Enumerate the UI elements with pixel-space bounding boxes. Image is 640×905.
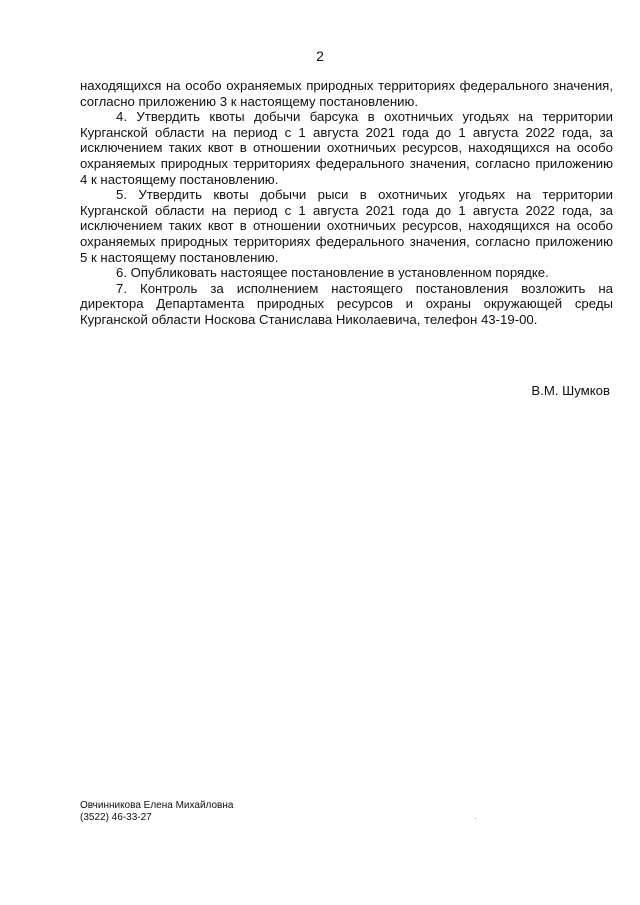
scan-speck [475,818,476,819]
document-body [80,78,613,328]
paragraph-item-6: 6. Опубликовать настоящее постановление в установленном порядке. [116,265,549,281]
executor-phone: (3522) 46-33-27 [80,812,152,823]
paragraph-item-4: 4. Утвердить квоты добычи барсука в охотничьих угодьях на территории Курганской области на период с 1 августа 2021 года до 1 августа 2022 года, за исключением таких квот в отношении охотничьих ресурсов, находящихся на особо охраняемых природных территориях федерального значения, согласно приложению 4 к настоящему постановлению. [80,109,613,187]
executor-name: Овчинникова Елена Михайловна [80,800,234,811]
paragraph-item-5: 5. Утвердить квоты добычи рыси в охотничьих угодьях на территории Курганской области на период с 1 августа 2021 года до 1 августа 2022 года, за исключением таких квот в отношении охотничьих ресурсов, находящихся на особо охраняемых природных территориях федерального значения, согласно приложению 5 к настоящему постановлению. [80,187,613,265]
page-number: 2 [316,48,324,64]
executor-block [80,800,233,824]
signatory-name: В.М. Шумков [531,383,610,398]
paragraph-item-7: 7. Контроль за исполнением настоящего постановления возложить на директора Департамента природных ресурсов и охраны окружающей среды Курганской области Носкова Станислава Николаевича, телефон 43-19-00. [80,280,613,327]
paragraph-continuation: находящихся на особо охраняемых природных территориях федерального значения, согласно приложению 3 к настоящему постановлению. [80,78,613,109]
